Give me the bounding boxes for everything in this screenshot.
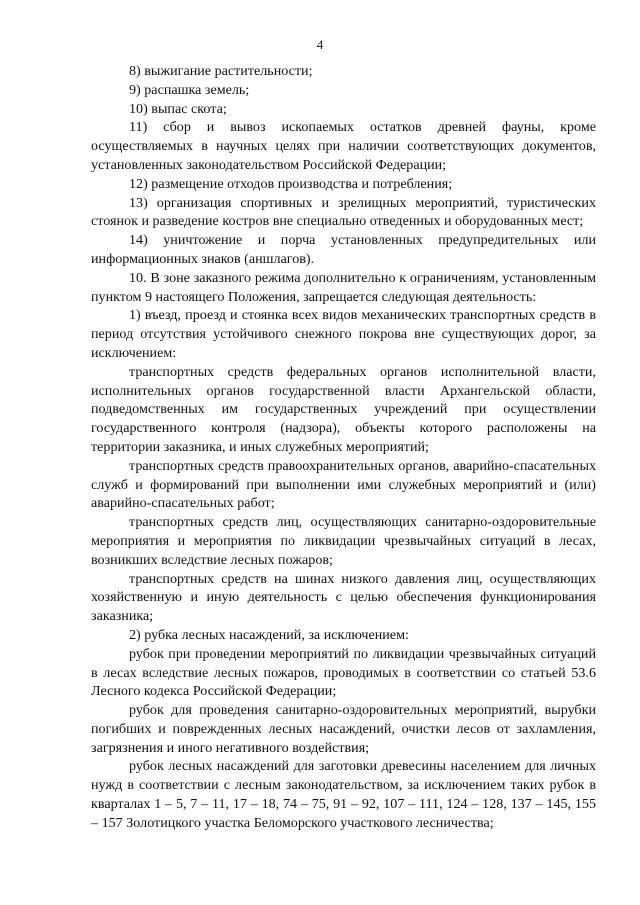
- list-item-12: 12) размещение отходов производства и потребления;: [129, 175, 453, 192]
- exception-emergency-felling: рубок при проведении мероприятий по ликвидации чрезвычайных ситуаций в лесах вследствие лесных пожаров, проводимых в соответствии со статьей 53.6 Лесного кодекса Российской Федерации;: [91, 645, 596, 700]
- document-body: [91, 62, 596, 833]
- exception-sanitary-felling: рубок для проведения санитарно-оздоровительных мероприятий, вырубки погибших и поврежденных лесных насаждений, очистки лесов от захламления, загрязнения и иного негативного воздействия;: [91, 702, 596, 756]
- list-item-9: 9) распашка земель;: [129, 81, 250, 98]
- section-10-item-1: 1) въезд, проезд и стоянка всех видов механических транспортных средств в период отсутствия устойчивого снежного покрова вне существующих дорог, за исключением:: [91, 307, 596, 361]
- list-item-11: 11) сбор и вывоз ископаемых остатков древней фауны, кроме осуществляемых в научных целях при наличии соответствующих документов, установленных законодательством Российской Федерации;: [91, 119, 596, 173]
- exception-low-pressure-vehicles: транспортных средств на шинах низкого давления лиц, осуществляющих хозяйственную и иную деятельность с целью обеспечения функционирования заказника;: [91, 570, 596, 625]
- list-item-14: 14) уничтожение и порча установленных предупредительных или информационных знаков (аншлагов).: [91, 232, 596, 267]
- page-number: 4: [316, 37, 324, 52]
- list-item-13: 13) организация спортивных и зрелищных мероприятий, туристических стоянок и разведение костров вне специально отведенных и оборудованных мест;: [91, 194, 596, 230]
- exception-federal-vehicles: транспортных средств федеральных органов исполнительной власти, исполнительных органов государственной власти Архангельской области, подведомственных им государственных учреждений при осуществлении государственного контроля (надзора), объекты которого расположены на территории заказника, и иных служебных мероприятий;: [91, 363, 596, 455]
- section-10-intro: 10. В зоне заказного режима дополнительно к ограничениям, установленным пунктом 9 настоящего Положения, запрещается следующая деятельность:: [91, 269, 596, 305]
- exception-law-enforcement-vehicles: транспортных средств правоохранительных органов, аварийно-спасательных служб и формирований при выполнении ими служебных мероприятий и (или) аварийно-спасательных работ;: [91, 457, 596, 512]
- exception-sanitary-vehicles: транспортных средств лиц, осуществляющих санитарно-оздоровительные мероприятия и мероприятия по ликвидации чрезвычайных ситуаций в лесах, возникших вследствие лесных пожаров;: [91, 514, 596, 568]
- list-item-8: 8) выжигание растительности;: [129, 63, 313, 79]
- section-10-item-2: 2) рубка лесных насаждений, за исключением:: [129, 626, 409, 643]
- list-item-10: 10) выпас скота;: [129, 100, 227, 117]
- exception-personal-needs-felling: рубок лесных насаждений для заготовки древесины населением для личных нужд в соответствии с лесным законодательством, за исключением таких рубок в кварталах 1 – 5, 7 – 11, 17 – 18, 74 – 75, 91 – 92, 107 – 111, 124 – 128, 137 – 145, 155 – 157 Золотицкого участка Беломорского участкового лесничества;: [91, 758, 596, 831]
